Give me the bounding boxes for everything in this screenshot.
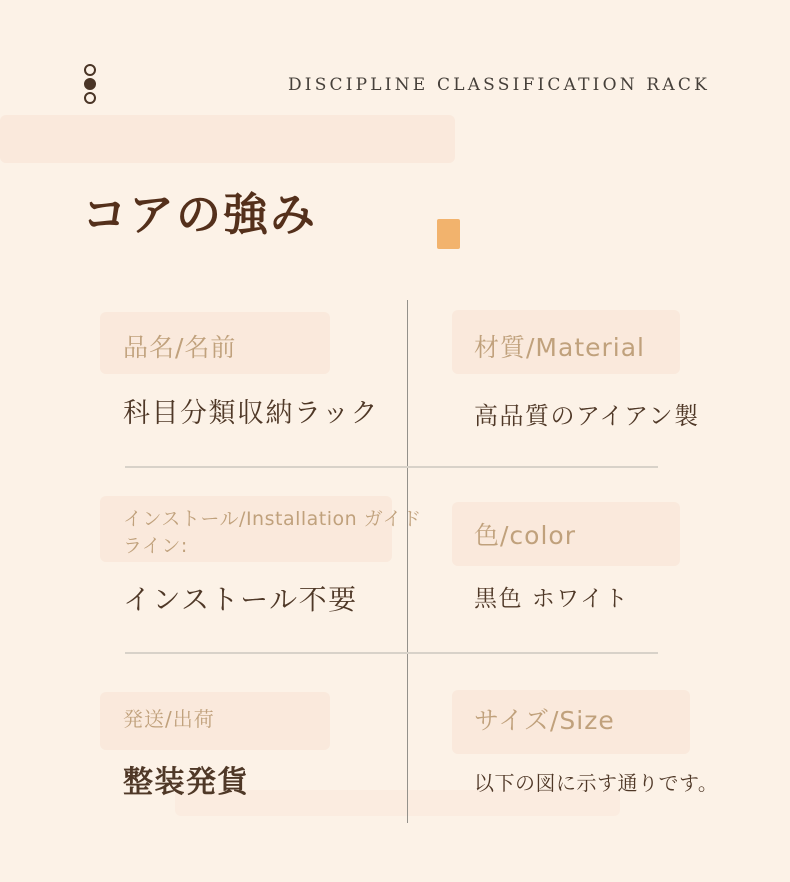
spec-cell-size: [474, 701, 774, 796]
spec-cell-installation: [123, 506, 435, 618]
spec-label: 品名/名前: [123, 333, 237, 362]
dot-icon: [84, 92, 96, 104]
header-tagline: DISCIPLINE CLASSIFICATION RACK: [287, 75, 710, 95]
divider-horizontal-2: [125, 652, 658, 654]
spec-label: 色/color: [474, 521, 576, 550]
spec-value: インストール不要: [123, 583, 358, 616]
spec-cell-material: [474, 328, 764, 431]
dot-icon: [84, 64, 96, 76]
spec-label: インストール/Installation ガイドライン:: [123, 508, 422, 557]
spec-label: サイズ/Size: [474, 706, 615, 735]
spec-label: 発送/出荷: [123, 707, 215, 731]
spec-cell-color: [474, 516, 764, 613]
spec-value: 整装発貨: [123, 765, 249, 800]
accent-square: [437, 219, 460, 249]
spec-value: 以下の図に示す通りです。: [474, 771, 719, 795]
background-tint-band: [0, 115, 455, 163]
divider-horizontal-1: [125, 466, 658, 468]
spec-value: 黒色 ホワイト: [474, 586, 630, 612]
dot-icon: [84, 78, 96, 90]
spec-value: 高品質のアイアン製: [474, 402, 700, 430]
spec-cell-product-name: [123, 328, 403, 430]
page-title: コアの強み: [82, 188, 318, 241]
spec-value: 科目分類収納ラック: [123, 398, 379, 429]
spec-label: 材質/Material: [474, 333, 645, 362]
spec-cell-shipping: [123, 703, 403, 801]
